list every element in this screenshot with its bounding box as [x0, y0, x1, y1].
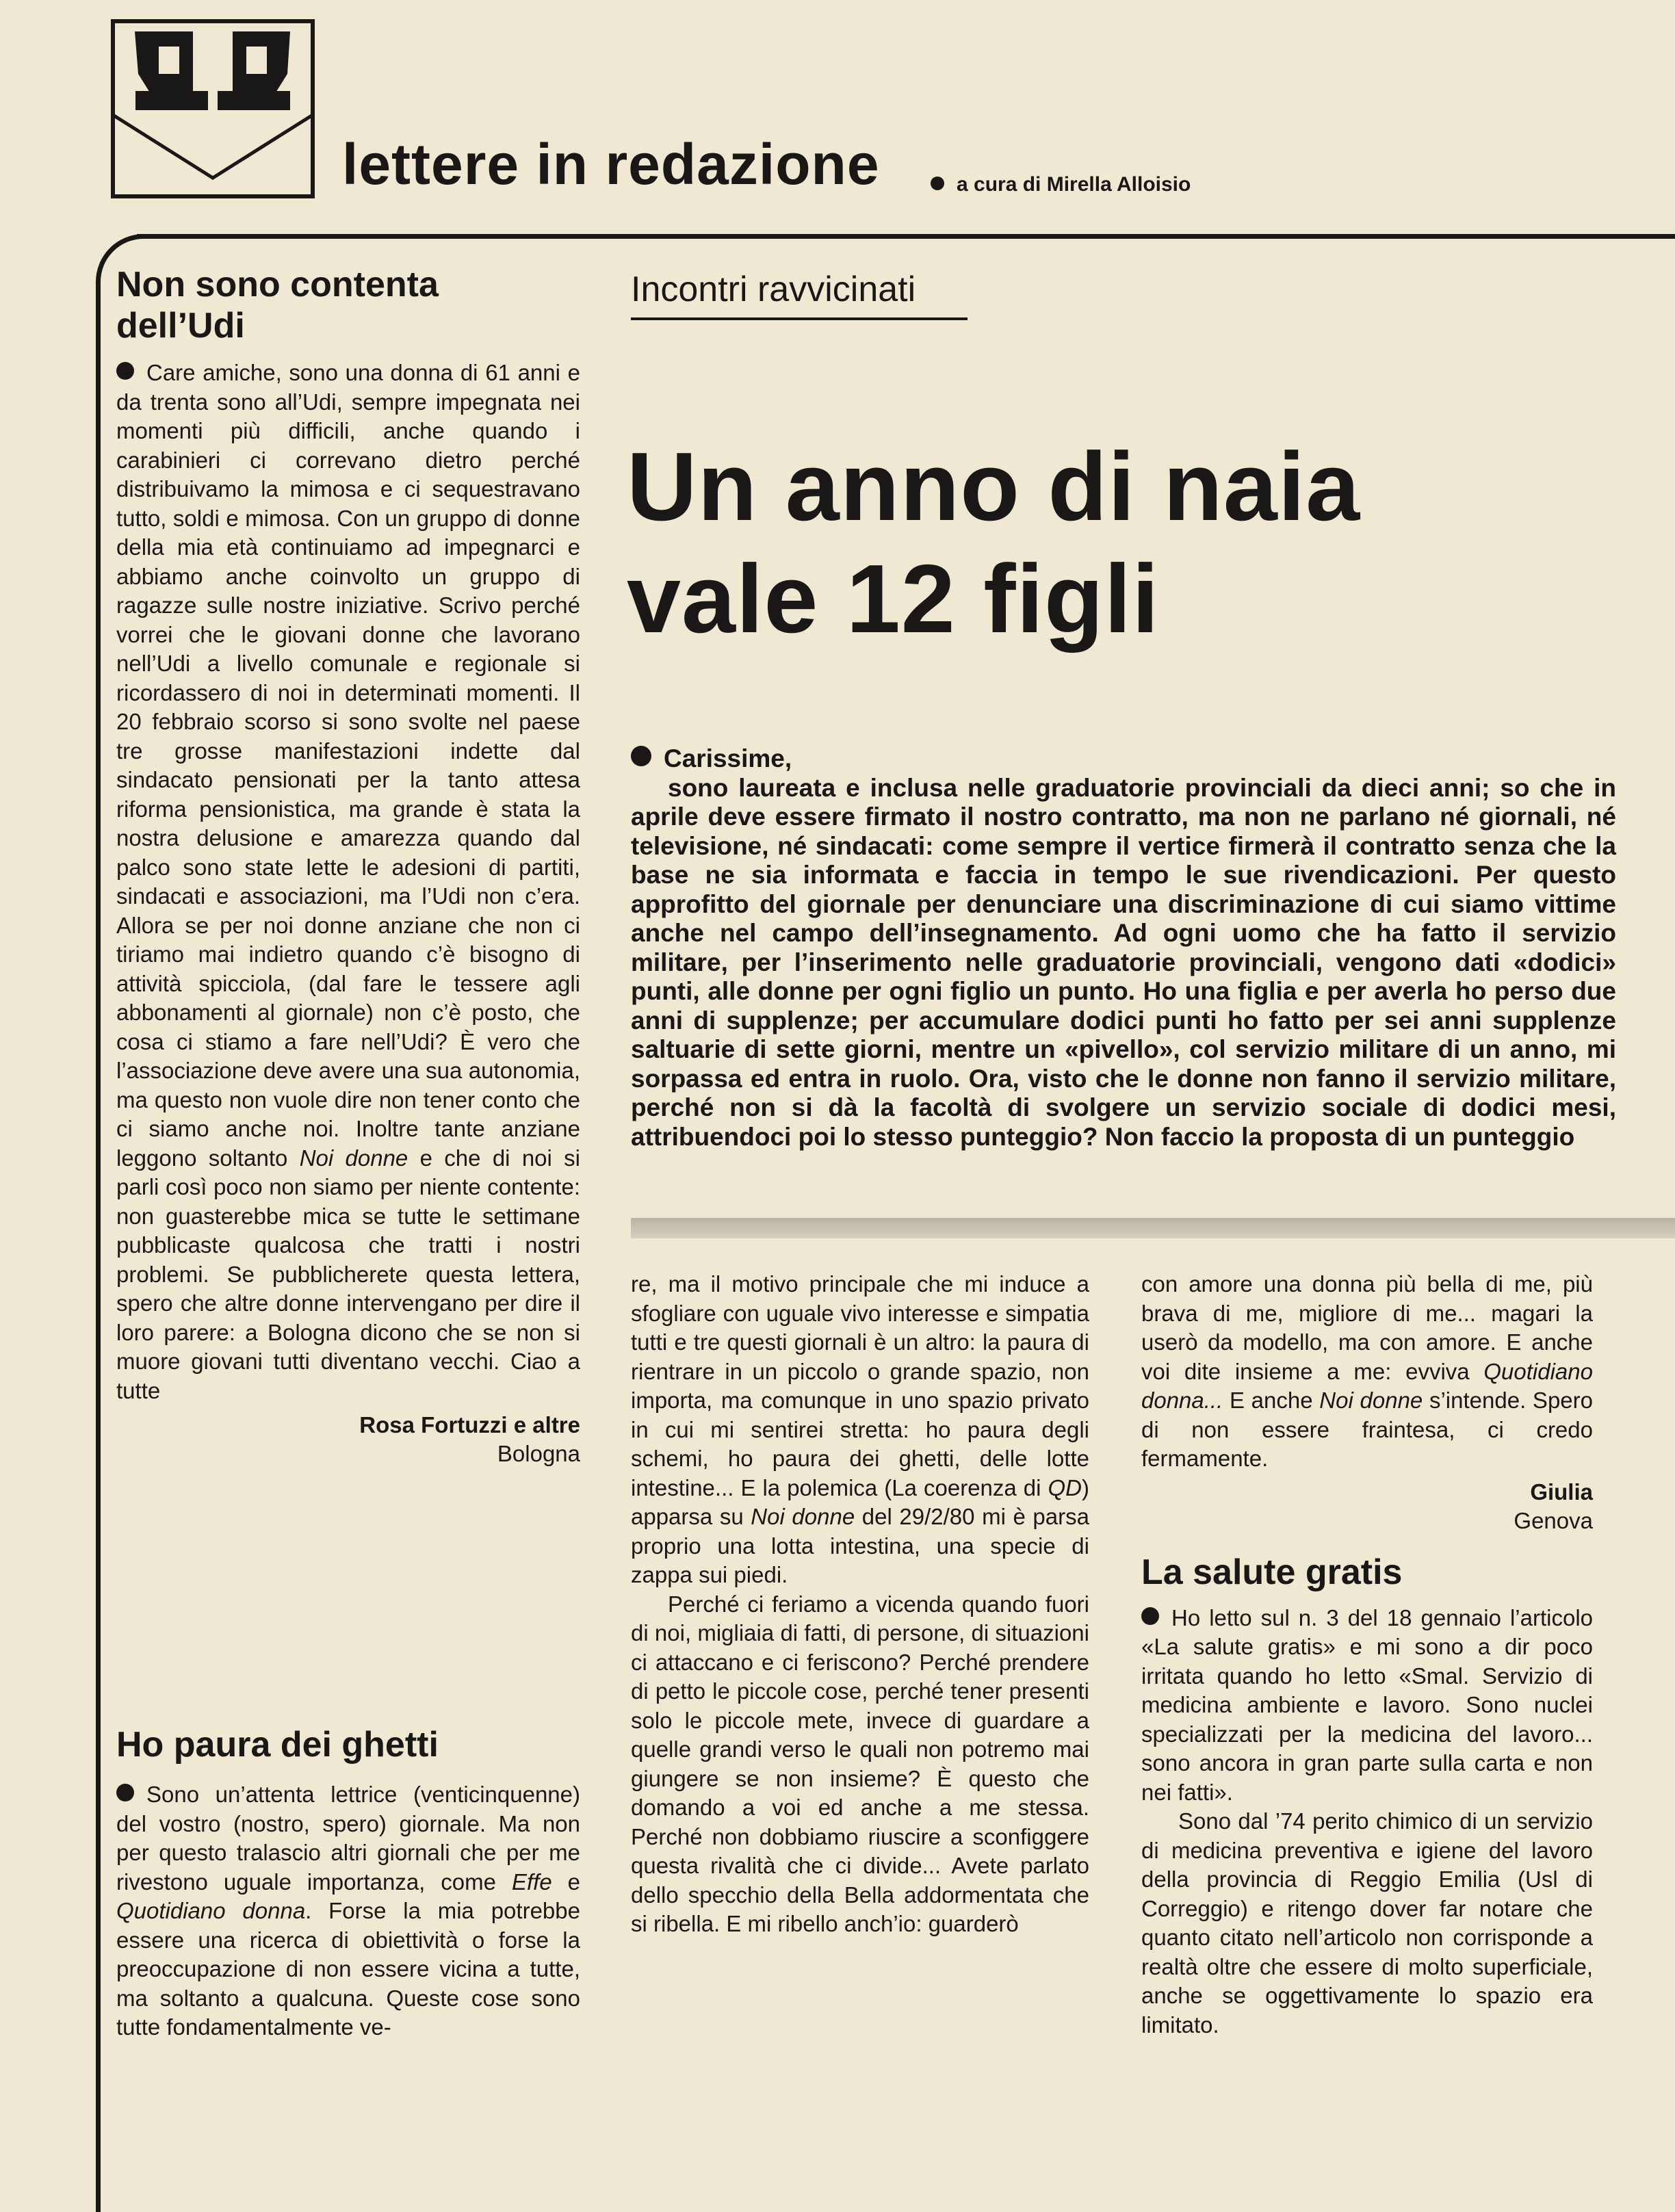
curator-bullet: [931, 177, 944, 190]
letter1: [116, 264, 580, 1468]
feature-text: sono laureata e inclusa nelle graduatorie provinciali da dieci anni; so che in aprile deve essere firmato il nostro contratto, ma non ne parlano né giornali, né televisione, né sindacati: come sempre il vertice firmerà il contratto senza che la base ne sia informata e faccia in tempo le sue rivendicazioni. Per questo approfitto del giornale per denunciare una discriminazione di cui siamo vittime anche nel campo dell’insegnamento. Ad ogni uomo che ha fatto il servizio militare, per l’inserimento nelle graduatorie provinciali, vengono dati «dodici» punti, alle donne per ogni figlio un punto. Ho una figlia e per averla ho perso due anni di supplenze; per accumulare dodici punti ho fatto per sei anni supplenze saltuarie di sette giorni, mentre un «pivello», col servizio militare di un anno, mi sorpassa ed entra in ruolo. Ora, visto che le donne non fanno il servizio militare, perché non si dà la facoltà di svolgere un servizio sociale di dodici mesi, attribuendoci poi lo stesso punteggio? Non faccio la proposta di un punteggio: [631, 773, 1616, 1151]
col3: [1141, 1270, 1593, 2040]
letter1-title: Non sono contenta dell’Udi: [116, 265, 439, 346]
curator-credit: a cura di Mirella Alloisio: [957, 173, 1191, 196]
bullet-icon: [116, 1784, 134, 1801]
masthead-logo: [111, 19, 315, 198]
letter2-title: Ho paura dei ghetti: [116, 1725, 439, 1765]
feature-salutation: Carissime,: [631, 744, 1616, 774]
feature-kicker: Incontri ravvicinati: [631, 268, 968, 320]
letter2-city: Genova: [1514, 1507, 1593, 1533]
feature-headline: Un anno di naia vale 12 figli: [627, 432, 1361, 653]
bullet-icon: [116, 362, 134, 380]
bullet-icon: [1141, 1607, 1159, 1625]
letter2-col2: [631, 1270, 1089, 1939]
letter3-p1: Ho letto sul n. 3 del 18 gennaio l’articolo «La salute gratis» e mi sono a dir poco irritata quando ho letto «Smal. Servizio di medicina ambiente e lavoro. Sono nuclei specializzati per la medicina del lavoro... sono ancora in gran parte sulla carta e non nei fatti».: [1141, 1604, 1593, 1805]
letter2-text-col3: con amore una donna più bella di me, più brava di me, migliore di me... magari la userò da modello, ma con amore. E anche voi dite insieme a me: evviva Quotidiano donna... E anche Noi donne s’intende. Spero di non essere fraintesa, ci credo fermamente.: [1141, 1271, 1593, 1471]
letter2-signature: Giulia: [1530, 1479, 1593, 1505]
letter3-p2: Sono dal ’74 perito chimico di un servizio di medicina preventiva e igiene del lavoro della provincia di Reggio Emilia (Usl di Correggio) e ritengo dover far notare che quanto citato nell’articolo non corrisponde a realtà oltre che essere di molto superficiale, anche se oggettivamente lo spazio era limitato.: [1141, 1808, 1593, 2038]
separator-band: [631, 1218, 1675, 1238]
bullet-icon: [631, 746, 651, 766]
top-rule: [137, 234, 1675, 239]
letter2-col1: [116, 1724, 580, 2042]
letter1-city: Bologna: [497, 1441, 580, 1466]
envelope-icon: [111, 19, 315, 198]
left-rule: [96, 281, 101, 2212]
letter2-text-col2-p2: Perché ci feriamo a vicenda quando fuori di noi, migliaia di fatti, di persone, di situazioni ci attaccano e ci feriscono? Perché prendere di petto le piccole cose, perché tener presenti solo le piccole mete, invece di guardare a quelle grandi verso le quali non potremo mai giungere se non insieme? È questo che domando a voi ed anche a me stessa. Perché non dobbiamo riuscire a sconfiggere questa rivalità che ci divide... Avete parlato dello specchio della Bella addormentata che si ribella. E mi ribello anch’io: guarderò: [631, 1591, 1089, 1936]
letter2-text-col1: Sono un’attenta lettrice (venticinquenne) del vostro (nostro, spero) giornale. Ma non per questo tralascio altri giornali che per me rivestono uguale importanza, come Effe e Quotidiano donna. Forse la mia potrebbe essere una ricerca di obiettività o forse la preoccupazione di non essere vicina a tutte, ma soltanto a qualcuna. Queste cose sono tutte fondamentalmente ve-: [116, 1782, 580, 2040]
letter1-body: Care amiche, sono una donna di 61 anni e da trenta sono all’Udi, sempre impegnata nei momenti più difficili, anche quando i carabinieri ci correvano dietro perché distribuivamo la mimosa e ci sequestravano tutto, soldi e mimosa. Con un gruppo di donne della mia età continuiamo ad impegnarci e abbiamo anche coinvolto un gruppo di ragazze sulle nostre iniziative. Scrivo perché vorrei che le giovani donne che lavorano nell’Udi a livello comunale e regionale si ricordassero di noi in determinati momenti. Il 20 febbraio scorso si sono svolte nel paese tre grosse manifestazioni indette dal sindacato pensionati per la tanto attesa riforma pensionistica, ma grande è stata la nostra delusione e amarezza quando dal palco sono state lette le adesioni di partiti, sindacati e associazioni, ma l’Udi non c’era. Allora se per noi donne anziane che non ci tiriamo mai indietro quando c’è bisogno di attività spicciola, (dal fare le tessere agli abbonamenti al giornale) non c’è posto, che cosa ci stiamo a fare nell’Udi? È vero che l’associazione deve avere una sua autonomia, ma questo non vuole dire non tener conto che ci siamo anche noi. Inoltre tante anziane leggono soltanto Noi donne e che di noi si parli così poco non siamo per niente contente: non guasterebbe mica se tutte le settimane pubblicaste qualcosa che tratti i nostri problemi. Se pubblicherete questa lettera, spero che altre donne intervengano per dire il loro parere: a Bologna dicono che se non si muore giovani tutti diventano vecchi. Ciao a tutte: [116, 360, 581, 1403]
section-title: lettere in redazione: [342, 132, 880, 196]
letter1-signature: Rosa Fortuzzi e altre: [359, 1412, 580, 1437]
letter2-text-col2: re, ma il motivo principale che mi induce a sfogliare con uguale vivo interesse e simpatia tutti e tre questi giornali è un altro: la paura di rientrare in un piccolo o grande spazio, non importa, ma comunque in uno spazio privato in cui mi sentirei stretta: ho paura degli schemi, ho paura dei ghetti, delle lotte intestine... E la polemica (La coerenza di QD) apparsa su Noi donne del 29/2/80 mi è parsa proprio una lotta intestina, una specie di zappa sui piedi.: [631, 1271, 1089, 1587]
letter3-title: La salute gratis: [1141, 1552, 1403, 1592]
feature-body: [631, 744, 1616, 1151]
